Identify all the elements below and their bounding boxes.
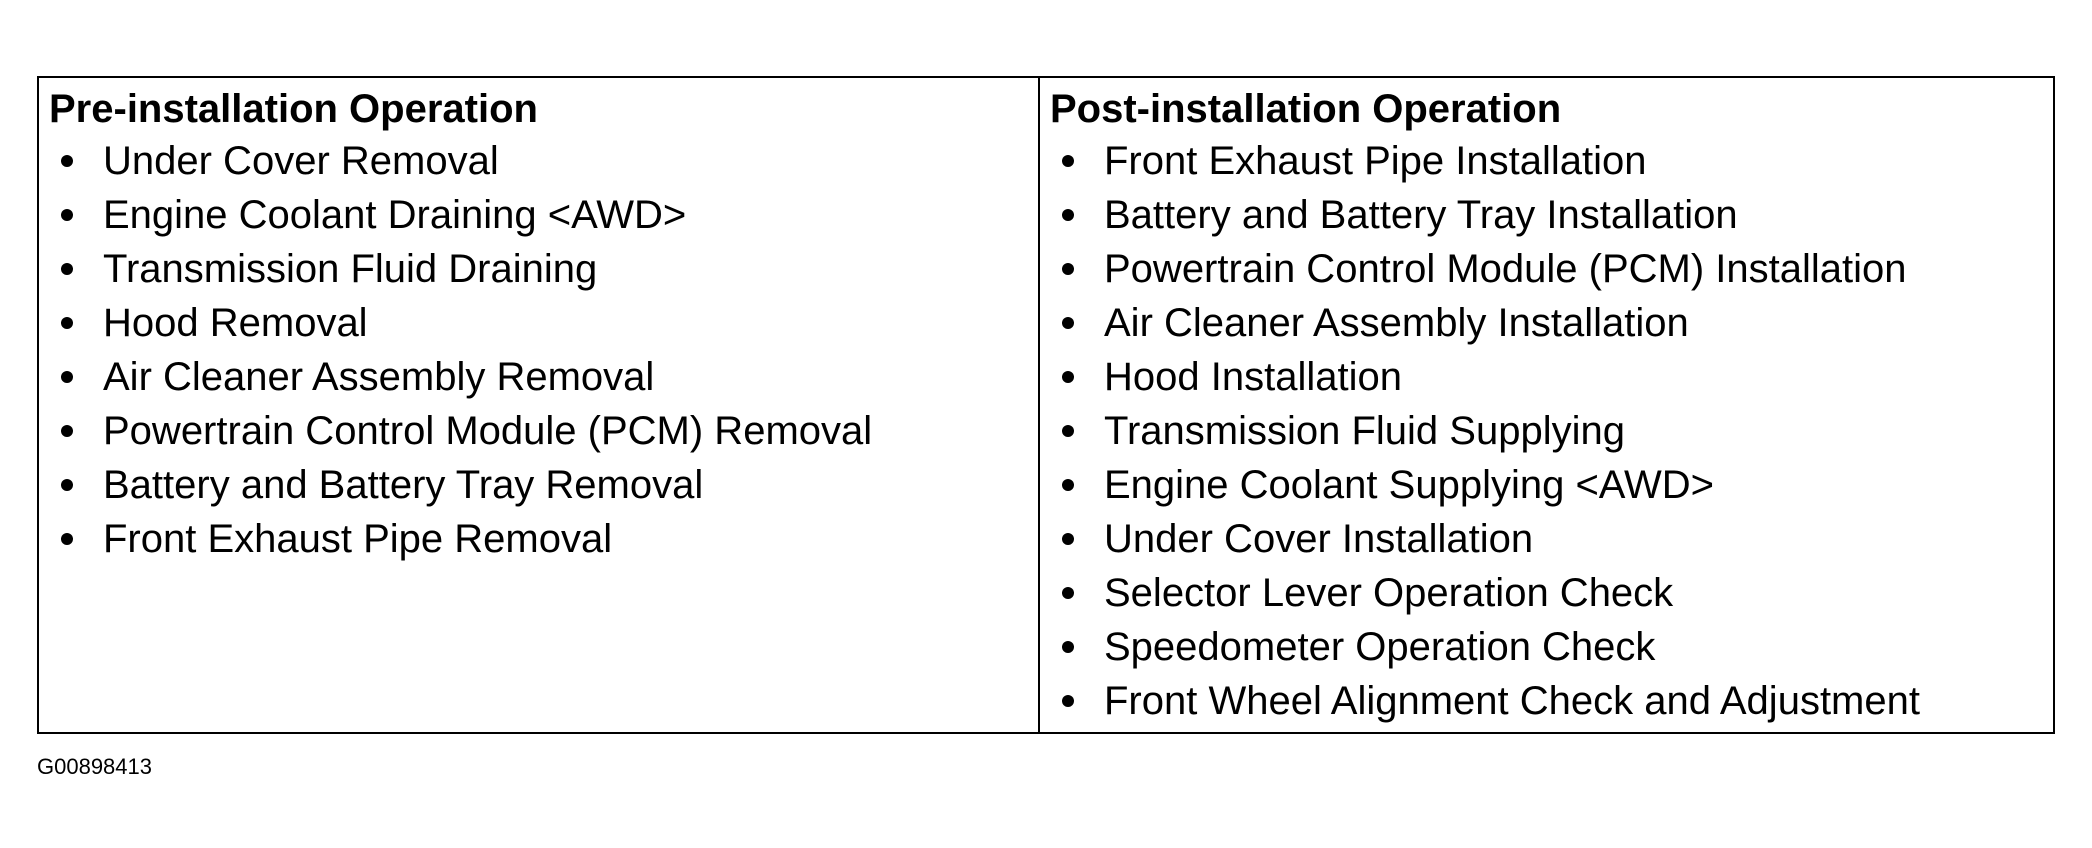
- figure-id: G00898413: [37, 754, 152, 779]
- operations-table: [37, 76, 2055, 734]
- bullet-icon: [61, 317, 73, 329]
- list-item: [49, 188, 1038, 242]
- bullet-icon: [1062, 587, 1074, 599]
- list-item: [1050, 404, 2053, 458]
- list-item-text: Front Wheel Alignment Check and Adjustment: [1104, 679, 1920, 723]
- pre-installation-column: [39, 78, 1040, 732]
- bullet-icon: [1062, 641, 1074, 653]
- list-item-text: Engine Coolant Supplying <AWD>: [1104, 463, 1714, 507]
- list-item-text: Front Exhaust Pipe Installation: [1104, 139, 1647, 183]
- list-item-text: Transmission Fluid Draining: [103, 247, 598, 291]
- list-item: [49, 404, 1038, 458]
- list-item-text: Transmission Fluid Supplying: [1104, 409, 1625, 453]
- list-item-text: Powertrain Control Module (PCM) Removal: [103, 409, 873, 453]
- list-item-text: Speedometer Operation Check: [1104, 625, 1656, 669]
- list-item: [1050, 566, 2053, 620]
- list-item: [49, 512, 1038, 566]
- bullet-icon: [61, 425, 73, 437]
- list-item: [49, 296, 1038, 350]
- list-item: [49, 134, 1038, 188]
- list-item: [1050, 188, 2053, 242]
- bullet-icon: [1062, 425, 1074, 437]
- list-item-text: Battery and Battery Tray Removal: [103, 463, 704, 507]
- bullet-icon: [1062, 533, 1074, 545]
- list-item: [1050, 674, 2053, 728]
- bullet-icon: [1062, 371, 1074, 383]
- list-item-text: Battery and Battery Tray Installation: [1104, 193, 1738, 237]
- list-item: [1050, 134, 2053, 188]
- bullet-icon: [61, 263, 73, 275]
- bullet-icon: [1062, 155, 1074, 167]
- list-item: [1050, 296, 2053, 350]
- bullet-icon: [61, 479, 73, 491]
- bullet-icon: [61, 155, 73, 167]
- list-item-text: Air Cleaner Assembly Installation: [1104, 301, 1689, 345]
- list-item: [1050, 458, 2053, 512]
- list-item-text: Front Exhaust Pipe Removal: [103, 517, 613, 561]
- list-item: [1050, 512, 2053, 566]
- bullet-icon: [61, 533, 73, 545]
- bullet-icon: [1062, 263, 1074, 275]
- bullet-icon: [1062, 317, 1074, 329]
- list-item: [49, 458, 1038, 512]
- list-item: [1050, 242, 2053, 296]
- list-item: [49, 242, 1038, 296]
- list-item-text: Hood Installation: [1104, 355, 1402, 399]
- list-item-text: Selector Lever Operation Check: [1104, 571, 1674, 615]
- post-installation-column: [1040, 78, 2053, 732]
- list-item: [49, 350, 1038, 404]
- bullet-icon: [61, 209, 73, 221]
- pre-installation-list: [49, 134, 1038, 566]
- bullet-icon: [1062, 209, 1074, 221]
- list-item: [1050, 350, 2053, 404]
- post-installation-title: Post-installation Operation: [1050, 87, 1562, 131]
- list-item-text: Air Cleaner Assembly Removal: [103, 355, 655, 399]
- list-item-text: Engine Coolant Draining <AWD>: [103, 193, 687, 237]
- bullet-icon: [1062, 695, 1074, 707]
- bullet-icon: [1062, 479, 1074, 491]
- bullet-icon: [61, 371, 73, 383]
- pre-installation-title: Pre-installation Operation: [49, 87, 538, 131]
- list-item-text: Under Cover Removal: [103, 139, 499, 183]
- post-installation-list: [1050, 134, 2053, 728]
- list-item: [1050, 620, 2053, 674]
- list-item-text: Powertrain Control Module (PCM) Installation: [1104, 247, 1907, 291]
- list-item-text: Hood Removal: [103, 301, 368, 345]
- list-item-text: Under Cover Installation: [1104, 517, 1534, 561]
